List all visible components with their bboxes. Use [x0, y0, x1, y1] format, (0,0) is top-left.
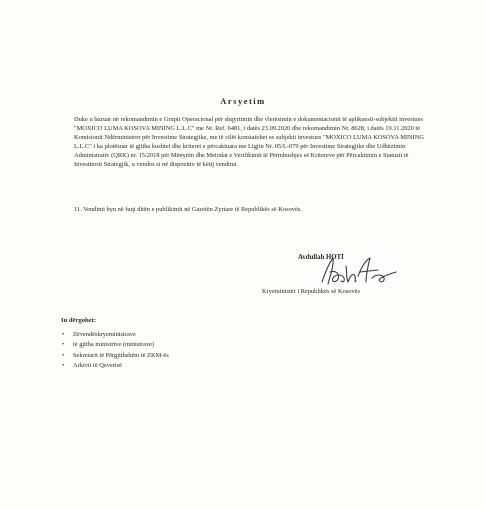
distribution-item-label: Sekretarit të Përgjithshëm të ZKM-ës — [73, 351, 169, 359]
distribution-item — [61, 330, 169, 340]
distribution-item-label: të gjitha ministrive (ministrave) — [73, 341, 155, 349]
distribution-item-label: Arkivit të Qeverisë — [73, 362, 122, 370]
justification-paragraph: Duke u bazuar në rekomandimin e Grupit Operacional për shqyrtimin dhe vlerësimin e dokumentacionit të aplikuesit-subjektit investues "MOXICO LUMA KOSOVA MINING L.L.C" me Nr. Ref. 6481, i datës 23.09.2020 dhe rekomandimin Nr. 8628, i datës 19.11.2020 të Komisionit Ndërministror për Investime Strategjike, me të cilët konstatohet se subjekti investues "MOXICO LUMA KOSOVA MINING L.L.C" i ka plotësuar të gjitha kushtet dhe kriteret e përcaktuara me Ligjin Nr. 05/L-079 për Investime Strategjike dhe Udhëzimin Administrativ (QRK) nr. 15/2018 për Mënyrën dhe Metodat e Verifikimit të Përmbushjes së Kritereve për Përcaktimin e Statusit të Investitorit Strategjik, u vendos si në dispozitiv të këtij vendimi. — [74, 116, 425, 168]
bullet-icon: • — [62, 341, 65, 349]
distribution-list — [61, 330, 169, 372]
bullet-icon: • — [62, 331, 65, 338]
signatory-name: Avdullah HOTI — [298, 254, 344, 261]
distribution-title: Iu dërgohet: — [61, 317, 96, 324]
effectivity-paragraph: 11. Vendimi hyn në fuqi ditën e publikimit në Gazetën Zyrtare të Republikës së Kosovës. — [74, 206, 302, 213]
distribution-item — [61, 340, 169, 350]
distribution-item — [61, 361, 169, 371]
bullet-icon: • — [62, 351, 65, 359]
distribution-item — [61, 351, 169, 361]
distribution-item-label: Zëvendëskryeministrave — [73, 331, 136, 338]
document-heading: Arsyetim — [220, 96, 266, 106]
bullet-icon: • — [62, 362, 65, 370]
signatory-title: Kryeministër i Republikës së Kosovës — [262, 288, 360, 295]
